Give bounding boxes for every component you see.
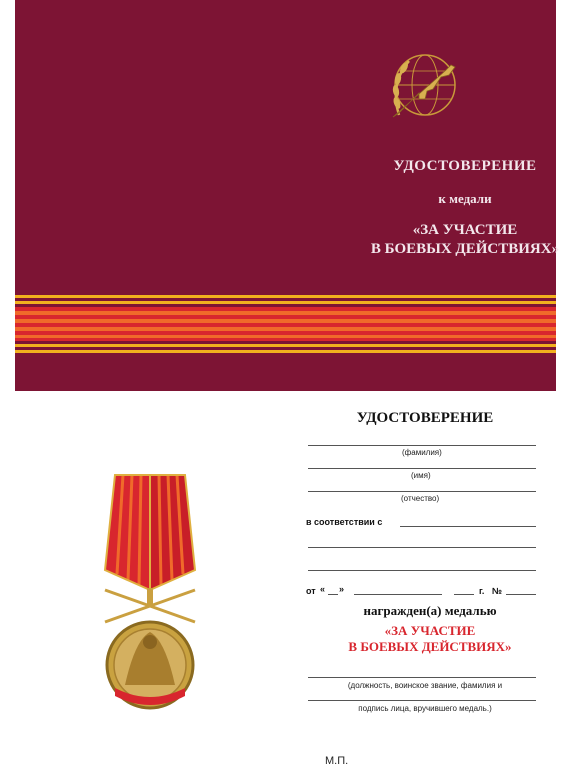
certificate-inside-page — [300, 400, 560, 784]
signature-caption-2: подпись лица, вручившего медаль.) — [358, 704, 492, 713]
cover-subtitle: к медали — [438, 191, 492, 206]
cover-medal-name — [250, 221, 566, 259]
from-label: от — [306, 586, 316, 596]
quote-close: » — [339, 584, 345, 594]
number-label: № — [492, 586, 503, 596]
patronymic-caption: (отчество) — [401, 494, 440, 503]
accordance-line — [400, 526, 536, 527]
medal-with-ribbon-icon — [85, 470, 215, 715]
inside-medal-name — [300, 623, 560, 655]
quote-open: « — [320, 584, 326, 594]
month-line — [354, 594, 442, 595]
name-caption: (имя) — [411, 471, 431, 480]
accordance-label: в соответствии с — [306, 517, 383, 527]
signature-line-1 — [308, 677, 536, 678]
cover-medal-name-line1: «ЗА УЧАСТИЕ — [412, 222, 518, 238]
surname-line — [308, 445, 536, 446]
inside-title: УДОСТОВЕРЕНИЕ — [356, 410, 494, 426]
surname-caption: (фамилия) — [402, 448, 442, 457]
signature-caption-1: (должность, воинское звание, фамилия и — [347, 681, 503, 690]
signature-line-2 — [308, 700, 536, 701]
stamp-label: М.П. — [325, 755, 349, 767]
globe-rifle-laurel-emblem-icon — [385, 47, 463, 125]
blank-line-1 — [308, 547, 536, 548]
cover-ribbon-band — [15, 295, 556, 353]
cover-title: УДОСТОВЕРЕНИЕ — [393, 158, 537, 174]
patronymic-line — [308, 491, 536, 492]
inside-medal-name-line1: «ЗА УЧАСТИЕ — [384, 623, 476, 638]
day-line — [328, 594, 338, 595]
inside-medal-name-line2: В БОЕВЫХ ДЕЙСТВИЯХ» — [348, 639, 512, 654]
cover-medal-name-line2: В БОЕВЫХ ДЕЙСТВИЯХ» — [370, 241, 560, 257]
name-line — [308, 468, 536, 469]
year-line — [454, 594, 474, 595]
number-line — [506, 594, 536, 595]
blank-line-2 — [308, 570, 536, 571]
year-label: г. — [479, 586, 485, 596]
awarded-label: награжден(а) медалью — [363, 603, 497, 618]
